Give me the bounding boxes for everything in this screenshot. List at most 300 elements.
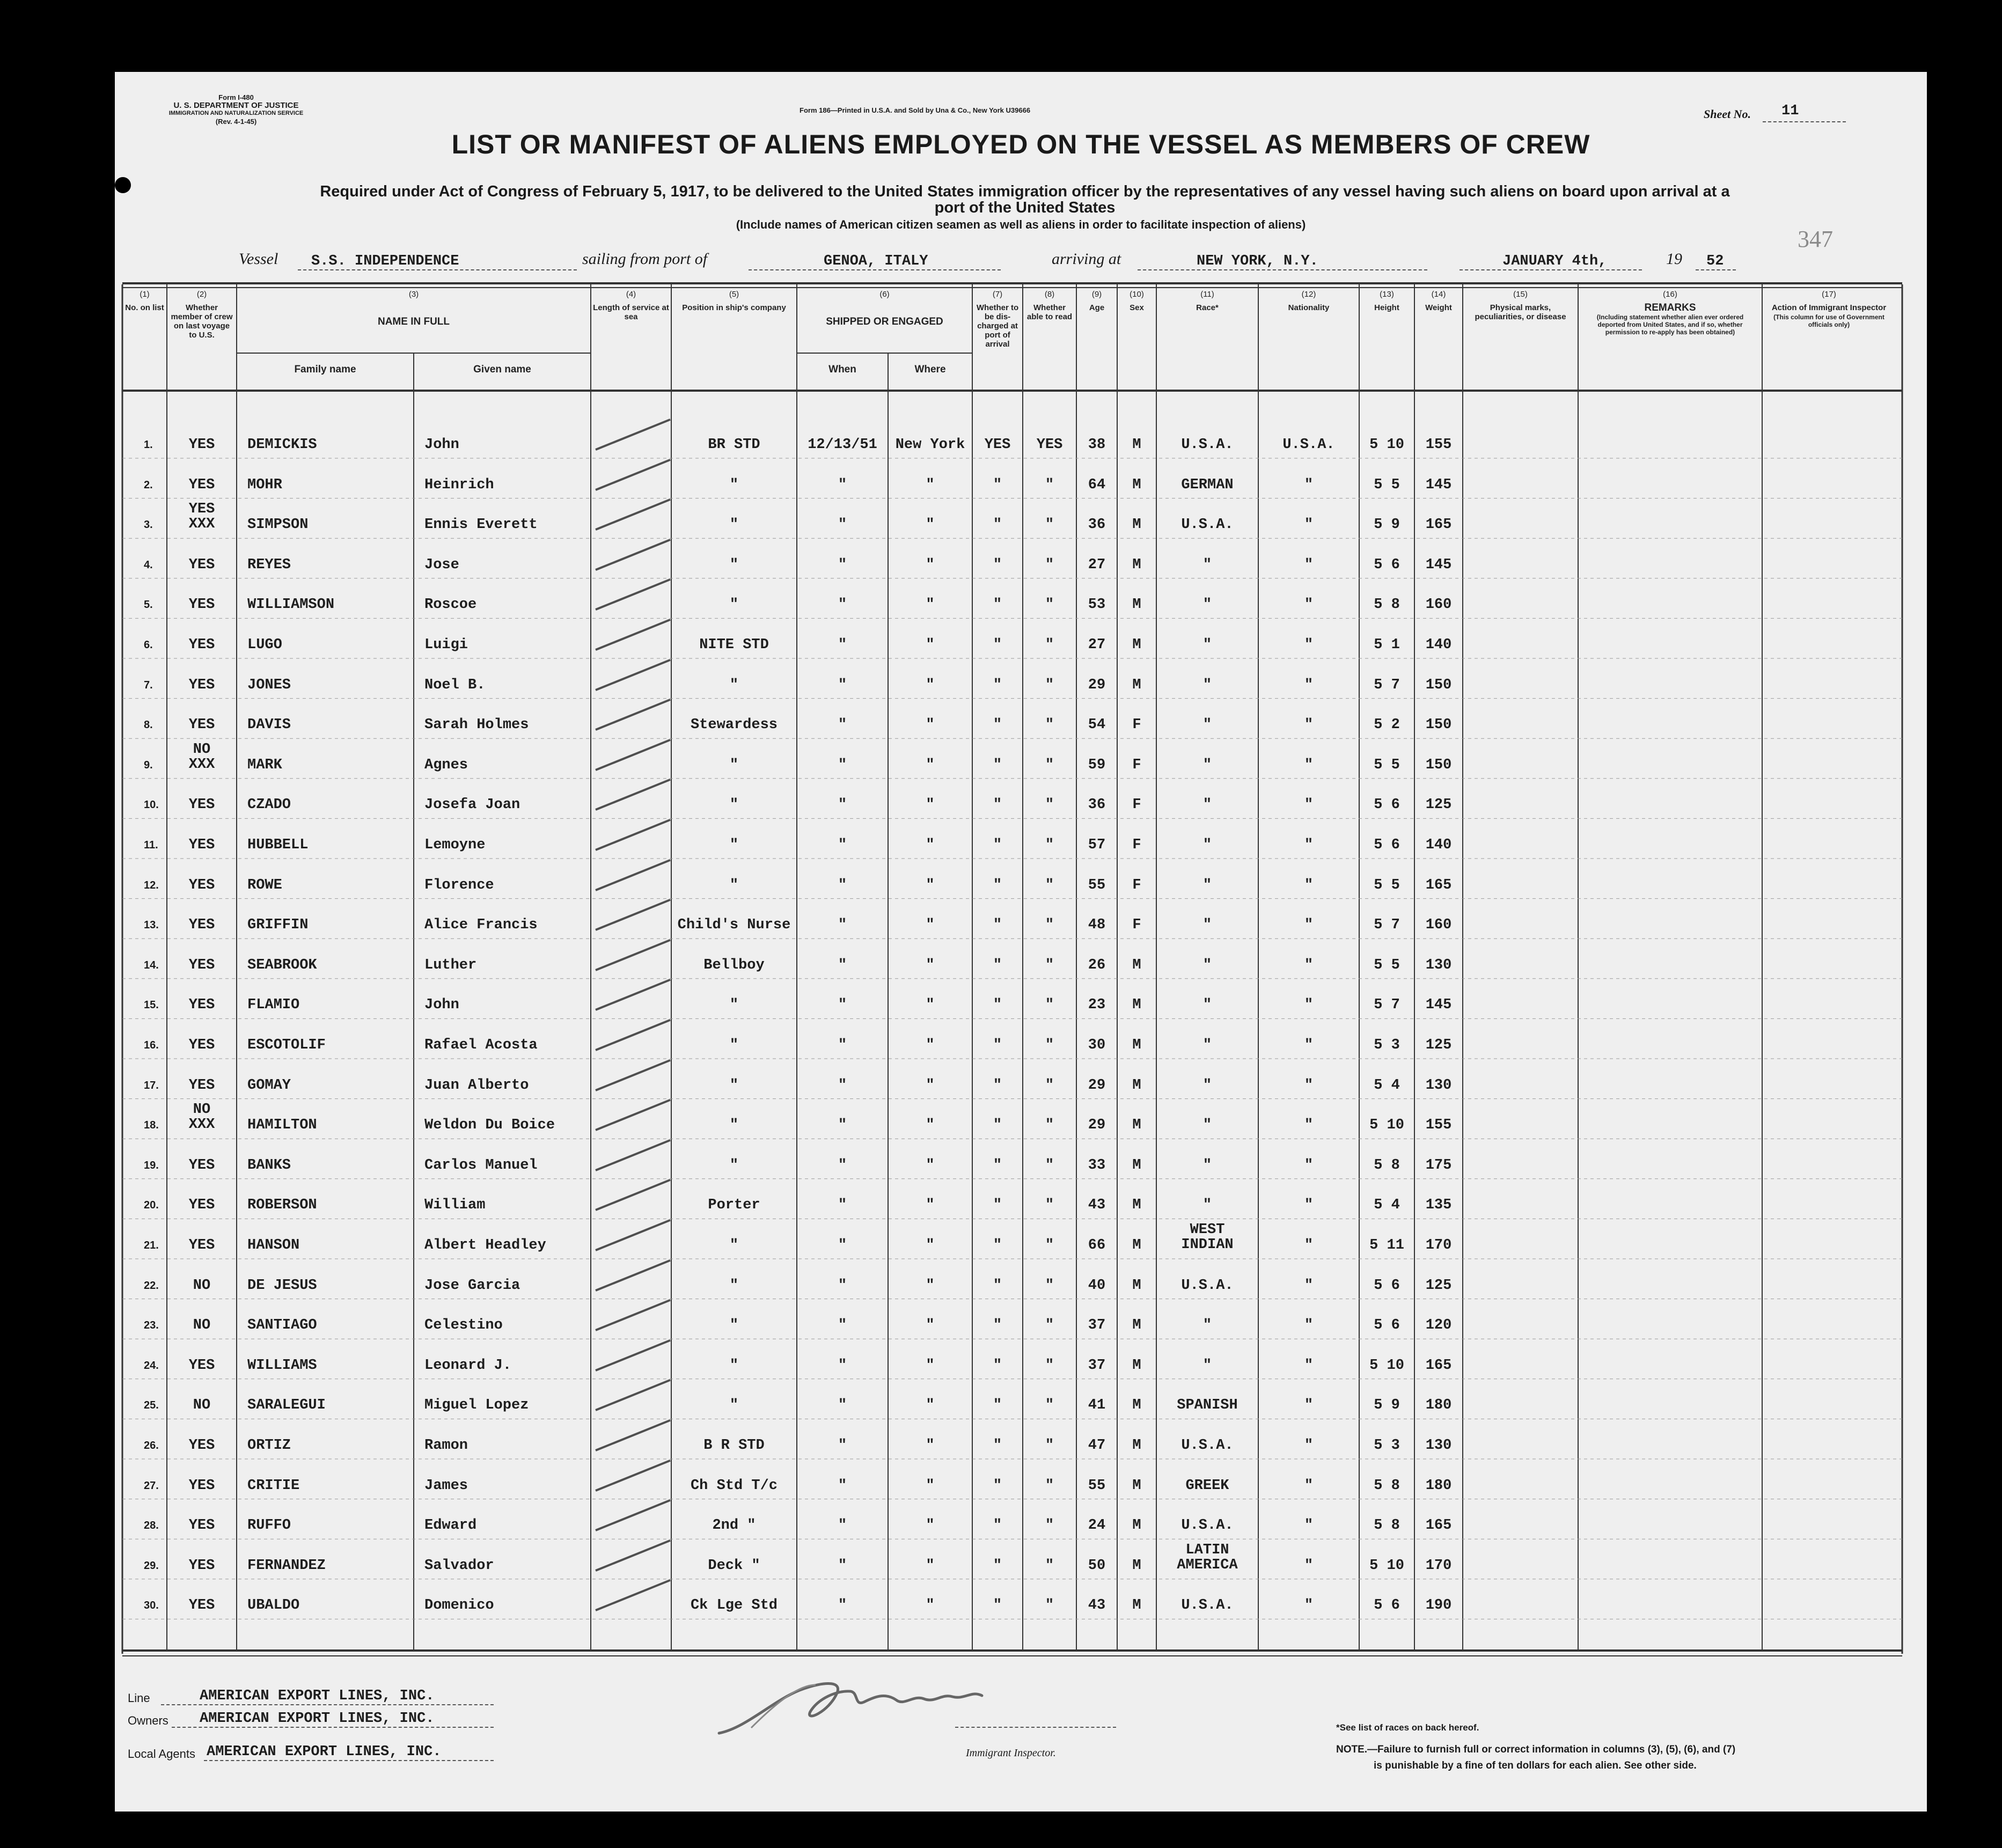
cell-where: ": [926, 1397, 935, 1414]
cell-height: 5 6: [1374, 556, 1400, 573]
cell-given: Luigi: [424, 637, 468, 653]
row-number: 16.: [144, 1039, 159, 1051]
cell-sex: M: [1132, 517, 1141, 533]
cell-weight: 155: [1425, 437, 1452, 453]
cell-height: 5 6: [1374, 1317, 1400, 1334]
row-number: 17.: [144, 1079, 159, 1091]
cell-age: 38: [1088, 437, 1106, 453]
cell-nationality: ": [1304, 1117, 1314, 1134]
cell-age: 54: [1088, 717, 1106, 734]
cell-discharged: ": [993, 797, 1002, 813]
cell-family: JONES: [247, 677, 291, 693]
cell-family: CZADO: [247, 797, 291, 813]
cell-age: 57: [1088, 837, 1106, 853]
cell-family: RUFFO: [247, 1517, 291, 1534]
cell-family: ROWE: [247, 877, 282, 893]
column-subheader: Where: [914, 364, 946, 375]
cell-read: ": [1045, 1397, 1054, 1414]
cell-when: ": [838, 1237, 847, 1253]
cell-when: 12/13/51: [808, 437, 877, 453]
cell-where: ": [926, 556, 935, 573]
cell-given: Salvador: [424, 1557, 494, 1574]
cell-where: ": [926, 837, 935, 853]
column-number: (13): [1380, 290, 1394, 299]
cell-read: ": [1045, 597, 1054, 613]
cell-family: ROBERSON: [247, 1197, 317, 1214]
subtitle-line-1: Required under Act of Congress of February 5, 1917, to be delivered to the United States immigration officer by the representatives of any vessel having such aliens on board upon arrival at a: [320, 183, 1730, 200]
cell-nationality: ": [1304, 1357, 1314, 1374]
cell-crew: YES: [188, 877, 215, 893]
cell-position: ": [729, 1277, 739, 1294]
cell-sex: M: [1132, 997, 1141, 1014]
column-title: Position in ship's company: [682, 303, 786, 312]
cell-when: ": [838, 1197, 847, 1214]
cell-age: 50: [1088, 1557, 1106, 1574]
cell-family: BANKS: [247, 1157, 291, 1174]
cell-given: Carlos Manuel: [424, 1157, 538, 1174]
cell-read: ": [1045, 717, 1054, 734]
cell-age: 53: [1088, 597, 1106, 613]
cell-family: GRIFFIN: [247, 917, 309, 934]
cell-weight: 130: [1425, 1077, 1452, 1094]
cell-position: Ck Lge Std: [690, 1597, 778, 1614]
column-title: Nationality: [1288, 303, 1330, 312]
column-number: (8): [1044, 290, 1055, 299]
cell-when: ": [838, 1357, 847, 1374]
cell-crew: YES: [188, 1157, 215, 1174]
cell-family: GOMAY: [247, 1077, 291, 1094]
cell-weight: 155: [1425, 1117, 1452, 1134]
cell-when: ": [838, 1438, 847, 1454]
cell-nationality: ": [1304, 1197, 1314, 1214]
races-note: *See list of races on back hereof.: [1336, 1722, 1479, 1733]
cell-race: U.S.A.: [1181, 437, 1234, 453]
cell-position: Child's Nurse: [677, 917, 791, 934]
cell-read: ": [1045, 637, 1054, 653]
cell-age: 26: [1088, 957, 1106, 973]
cell-weight: 180: [1425, 1397, 1452, 1414]
cell-crew: YES: [188, 1237, 215, 1253]
cell-read: ": [1045, 1357, 1054, 1374]
cell-weight: 130: [1425, 1438, 1452, 1454]
cell-where: ": [926, 517, 935, 533]
cell-given: Rafael Acosta: [424, 1037, 538, 1053]
column-header-15: [1463, 290, 1578, 321]
cell-where: ": [926, 1117, 935, 1134]
column-note: (This column for use of Government officials only): [1773, 313, 1884, 328]
column-title: NAME IN FULL: [377, 316, 450, 327]
column-header-9: [1076, 290, 1117, 312]
cell-discharged: ": [993, 1037, 1002, 1053]
cell-crew: NO XXX: [188, 1102, 215, 1133]
column-title: Age: [1089, 303, 1105, 312]
cell-nationality: ": [1304, 517, 1314, 533]
port-of-departure: GENOA, ITALY: [824, 253, 928, 269]
cell-crew: YES: [188, 556, 215, 573]
column-number: (16): [1663, 290, 1677, 299]
cell-race: ": [1202, 997, 1212, 1014]
cell-given: Celestino: [424, 1317, 503, 1334]
cell-race: GERMAN: [1181, 476, 1234, 493]
cell-when: ": [838, 797, 847, 813]
cell-sex: M: [1132, 1397, 1141, 1414]
cell-given: Ennis Everett: [424, 517, 538, 533]
cell-sex: M: [1132, 1237, 1141, 1253]
cell-family: DE JESUS: [247, 1277, 317, 1294]
cell-age: 27: [1088, 556, 1106, 573]
column-title: Weight: [1425, 303, 1452, 312]
column-title: Height: [1374, 303, 1399, 312]
cell-discharged: ": [993, 517, 1002, 533]
cell-discharged: ": [993, 1477, 1002, 1494]
row-number: 23.: [144, 1319, 159, 1332]
cell-position: ": [729, 597, 739, 613]
cell-nationality: ": [1304, 637, 1314, 653]
line-label: Line: [128, 1691, 150, 1705]
cell-age: 36: [1088, 797, 1106, 813]
cell-read: ": [1045, 1037, 1054, 1053]
cell-height: 5 5: [1374, 757, 1400, 773]
cell-weight: 180: [1425, 1477, 1452, 1494]
cell-given: James: [424, 1477, 468, 1494]
printer-line: Form 186—Printed in U.S.A. and Sold by Una & Co., New York U39666: [800, 106, 1031, 114]
cell-sex: M: [1132, 1037, 1141, 1053]
cell-given: Jose: [424, 556, 459, 573]
cell-discharged: ": [993, 757, 1002, 773]
sailing-label: sailing from port of: [582, 250, 708, 268]
cell-height: 5 7: [1374, 997, 1400, 1014]
cell-weight: 125: [1425, 797, 1452, 813]
arriving-label: arriving at: [1052, 250, 1121, 268]
column-number: (5): [729, 290, 739, 299]
column-header-4: [591, 290, 671, 321]
column-header-1: [122, 290, 167, 312]
cell-nationality: ": [1304, 1077, 1314, 1094]
cell-race: ": [1202, 637, 1212, 653]
cell-where: ": [926, 1597, 935, 1614]
cell-age: 24: [1088, 1517, 1106, 1534]
cell-weight: 165: [1425, 877, 1452, 893]
penalty-note-1: NOTE.—Failure to furnish full or correct information in columns (3), (5), (6), and (7): [1336, 1744, 1736, 1755]
row-number: 7.: [144, 679, 153, 691]
cell-weight: 140: [1425, 637, 1452, 653]
cell-where: ": [926, 717, 935, 734]
cell-given: Albert Headley: [424, 1237, 546, 1253]
cell-when: ": [838, 1117, 847, 1134]
cell-age: 43: [1088, 1597, 1106, 1614]
cell-sex: M: [1132, 597, 1141, 613]
cell-height: 5 8: [1374, 1477, 1400, 1494]
row-number: 19.: [144, 1159, 159, 1171]
row-number: 2.: [144, 479, 153, 491]
cell-nationality: ": [1304, 1157, 1314, 1174]
cell-height: 5 8: [1374, 1157, 1400, 1174]
row-number: 14.: [144, 959, 159, 971]
cell-nationality: ": [1304, 1597, 1314, 1614]
vessel-label: Vessel: [239, 250, 278, 268]
cell-discharged: ": [993, 1357, 1002, 1374]
cell-race: ": [1202, 1037, 1212, 1053]
cell-nationality: ": [1304, 1557, 1314, 1574]
cell-given: Juan Alberto: [424, 1077, 529, 1094]
manifest-title: LIST OR MANIFEST OF ALIENS EMPLOYED ON THE VESSEL AS MEMBERS OF CREW: [451, 129, 1590, 159]
cell-when: ": [838, 917, 847, 934]
cell-nationality: ": [1304, 677, 1314, 693]
row-number: 18.: [144, 1119, 159, 1132]
cell-where: ": [926, 757, 935, 773]
cell-weight: 120: [1425, 1317, 1452, 1334]
cell-read: YES: [1036, 437, 1063, 453]
column-header-7: [972, 290, 1023, 349]
cell-sex: M: [1132, 637, 1141, 653]
cell-given: Roscoe: [424, 597, 477, 613]
cell-nationality: ": [1304, 476, 1314, 493]
form-service: IMMIGRATION AND NATURALIZATION SERVICE: [168, 110, 304, 116]
cell-nationality: U.S.A.: [1282, 437, 1335, 453]
cell-height: 5 8: [1374, 597, 1400, 613]
cell-weight: 140: [1425, 837, 1452, 853]
cell-when: ": [838, 837, 847, 853]
cell-when: ": [838, 637, 847, 653]
cell-age: 43: [1088, 1197, 1106, 1214]
cell-family: MARK: [247, 757, 282, 773]
cell-race: ": [1202, 677, 1212, 693]
cell-where: ": [926, 957, 935, 973]
year-prefix: 19: [1666, 250, 1682, 268]
cell-crew: YES: [188, 1197, 215, 1214]
cell-where: ": [926, 1517, 935, 1534]
column-number: (1): [140, 290, 150, 299]
inspector-signature: [714, 1669, 1100, 1744]
cell-height: 5 3: [1374, 1037, 1400, 1053]
cell-position: ": [729, 877, 739, 893]
cell-race: WEST INDIAN: [1181, 1222, 1234, 1253]
cell-read: ": [1045, 1477, 1054, 1494]
cell-crew: YES: [188, 677, 215, 693]
cell-race: U.S.A.: [1181, 1277, 1234, 1294]
cell-race: ": [1202, 1197, 1212, 1214]
column-title: Physical marks, peculiarities, or disease: [1475, 303, 1566, 321]
cell-read: ": [1045, 556, 1054, 573]
row-number: 4.: [144, 559, 153, 571]
inspector-label: Immigrant Inspector.: [966, 1747, 1056, 1759]
row-number: 25.: [144, 1399, 159, 1412]
cell-race: ": [1202, 757, 1212, 773]
cell-weight: 145: [1425, 556, 1452, 573]
cell-nationality: ": [1304, 917, 1314, 934]
cell-race: U.S.A.: [1181, 1517, 1234, 1534]
cell-height: 5 9: [1374, 517, 1400, 533]
cell-when: ": [838, 1557, 847, 1574]
cell-height: 5 7: [1374, 677, 1400, 693]
cell-read: ": [1045, 837, 1054, 853]
cell-sex: M: [1132, 1077, 1141, 1094]
cell-race: ": [1202, 1117, 1212, 1134]
owners-label: Owners: [128, 1714, 168, 1727]
cell-discharged: ": [993, 717, 1002, 734]
subtitle-line-2: port of the United States: [934, 199, 1116, 216]
cell-where: ": [926, 1077, 935, 1094]
column-number: (9): [1091, 290, 1102, 299]
cell-crew: YES: [188, 1517, 215, 1534]
cell-age: 37: [1088, 1357, 1106, 1374]
cell-height: 5 2: [1374, 717, 1400, 734]
cell-given: Jose Garcia: [424, 1277, 520, 1294]
cell-read: ": [1045, 917, 1054, 934]
cell-discharged: ": [993, 1157, 1002, 1174]
cell-height: 5 4: [1374, 1197, 1400, 1214]
cell-discharged: ": [993, 1317, 1002, 1334]
cell-read: ": [1045, 957, 1054, 973]
cell-position: ": [729, 1117, 739, 1134]
cell-height: 5 6: [1374, 837, 1400, 853]
cell-discharged: ": [993, 1557, 1002, 1574]
cell-nationality: ": [1304, 957, 1314, 973]
cell-read: ": [1045, 476, 1054, 493]
cell-nationality: ": [1304, 1277, 1314, 1294]
cell-sex: F: [1132, 717, 1141, 734]
column-subheader: When: [828, 364, 856, 375]
column-title: Whether to be dis- charged at port of arrival: [976, 303, 1019, 349]
cell-sex: M: [1132, 1157, 1141, 1174]
row-number: 13.: [144, 919, 159, 932]
cell-read: ": [1045, 677, 1054, 693]
cell-position: ": [729, 1397, 739, 1414]
arrival-underline: [1138, 269, 1427, 270]
cell-read: ": [1045, 1317, 1054, 1334]
cell-discharged: ": [993, 476, 1002, 493]
cell-where: ": [926, 1277, 935, 1294]
cell-crew: YES: [188, 1077, 215, 1094]
cell-discharged: ": [993, 1197, 1002, 1214]
cell-weight: 125: [1425, 1037, 1452, 1053]
year-underline: [1696, 269, 1736, 270]
cell-discharged: ": [993, 597, 1002, 613]
cell-crew: YES: [188, 1357, 215, 1374]
cell-sex: M: [1132, 677, 1141, 693]
cell-where: ": [926, 997, 935, 1014]
cell-read: ": [1045, 517, 1054, 533]
cell-given: Josefa Joan: [424, 797, 520, 813]
cell-nationality: ": [1304, 1477, 1314, 1494]
cell-weight: 170: [1425, 1557, 1452, 1574]
cell-crew: YES: [188, 1438, 215, 1454]
row-number: 27.: [144, 1479, 159, 1492]
cell-read: ": [1045, 1277, 1054, 1294]
cell-discharged: YES: [984, 437, 1011, 453]
column-number: (10): [1130, 290, 1144, 299]
cell-crew: YES: [188, 917, 215, 934]
cell-given: John: [424, 437, 459, 453]
cell-height: 5 5: [1374, 957, 1400, 973]
form-id-block: [145, 93, 327, 126]
cell-height: 5 10: [1369, 1557, 1404, 1574]
cell-when: ": [838, 957, 847, 973]
cell-given: Weldon Du Boice: [424, 1117, 555, 1134]
cell-position: ": [729, 797, 739, 813]
cell-when: ": [838, 1277, 847, 1294]
cell-weight: 165: [1425, 517, 1452, 533]
cell-family: SARALEGUI: [247, 1397, 326, 1414]
cell-given: Noel B.: [424, 677, 486, 693]
cell-race: ": [1202, 957, 1212, 973]
column-title: SHIPPED OR ENGAGED: [826, 316, 943, 327]
cell-age: 29: [1088, 677, 1106, 693]
sheet-label: Sheet No.: [1704, 107, 1751, 121]
form-id: Form I-480: [218, 93, 254, 101]
agents-name: AMERICAN EXPORT LINES, INC.: [207, 1744, 442, 1760]
cell-read: ": [1045, 997, 1054, 1014]
row-number: 10.: [144, 799, 159, 811]
cell-nationality: ": [1304, 877, 1314, 893]
line-name: AMERICAN EXPORT LINES, INC.: [200, 1688, 435, 1704]
cell-nationality: ": [1304, 757, 1314, 773]
line-underline: [161, 1704, 494, 1705]
cell-weight: 145: [1425, 476, 1452, 493]
cell-position: ": [729, 677, 739, 693]
cell-race: ": [1202, 597, 1212, 613]
column-title: Length of service at sea: [593, 303, 669, 321]
page-stamp-number: 347: [1798, 226, 1833, 252]
cell-weight: 160: [1425, 597, 1452, 613]
cell-given: Edward: [424, 1517, 477, 1534]
cell-given: Miguel Lopez: [424, 1397, 529, 1414]
agents-underline: [204, 1760, 494, 1761]
cell-when: ": [838, 1597, 847, 1614]
cell-where: ": [926, 1317, 935, 1334]
cell-age: 59: [1088, 757, 1106, 773]
column-title: Sex: [1130, 303, 1144, 312]
cell-read: ": [1045, 1237, 1054, 1253]
cell-race: ": [1202, 1357, 1212, 1374]
cell-weight: 170: [1425, 1237, 1452, 1253]
cell-read: ": [1045, 757, 1054, 773]
cell-discharged: ": [993, 917, 1002, 934]
cell-height: 5 5: [1374, 476, 1400, 493]
cell-height: 5 1: [1374, 637, 1400, 653]
cell-position: ": [729, 1157, 739, 1174]
cell-when: ": [838, 517, 847, 533]
column-title: REMARKS: [1644, 302, 1696, 313]
vessel-underline: [298, 269, 577, 270]
column-number: (3): [408, 290, 419, 299]
cell-age: 47: [1088, 1438, 1106, 1454]
cell-height: 5 4: [1374, 1077, 1400, 1094]
cell-weight: 165: [1425, 1357, 1452, 1374]
penalty-note-2: is punishable by a fine of ten dollars for each alien. See other side.: [1374, 1760, 1697, 1771]
cell-sex: M: [1132, 1517, 1141, 1534]
cell-race: ": [1202, 1317, 1212, 1334]
cell-race: ": [1202, 1157, 1212, 1174]
row-number: 30.: [144, 1600, 159, 1612]
cell-sex: F: [1132, 877, 1141, 893]
cell-where: ": [926, 1197, 935, 1214]
cell-race: SPANISH: [1177, 1397, 1238, 1414]
column-header-16: [1578, 290, 1762, 337]
cell-sex: F: [1132, 837, 1141, 853]
row-number: 29.: [144, 1559, 159, 1572]
column-subheader: Given name: [473, 364, 531, 375]
cell-age: 41: [1088, 1397, 1106, 1414]
row-number: 6.: [144, 639, 153, 651]
cell-race: ": [1202, 556, 1212, 573]
cell-sex: M: [1132, 1277, 1141, 1294]
cell-position: Deck ": [708, 1557, 760, 1574]
cell-weight: 135: [1425, 1197, 1452, 1214]
cell-sex: M: [1132, 1357, 1141, 1374]
cell-crew: NO: [193, 1277, 211, 1294]
cell-weight: 160: [1425, 917, 1452, 934]
